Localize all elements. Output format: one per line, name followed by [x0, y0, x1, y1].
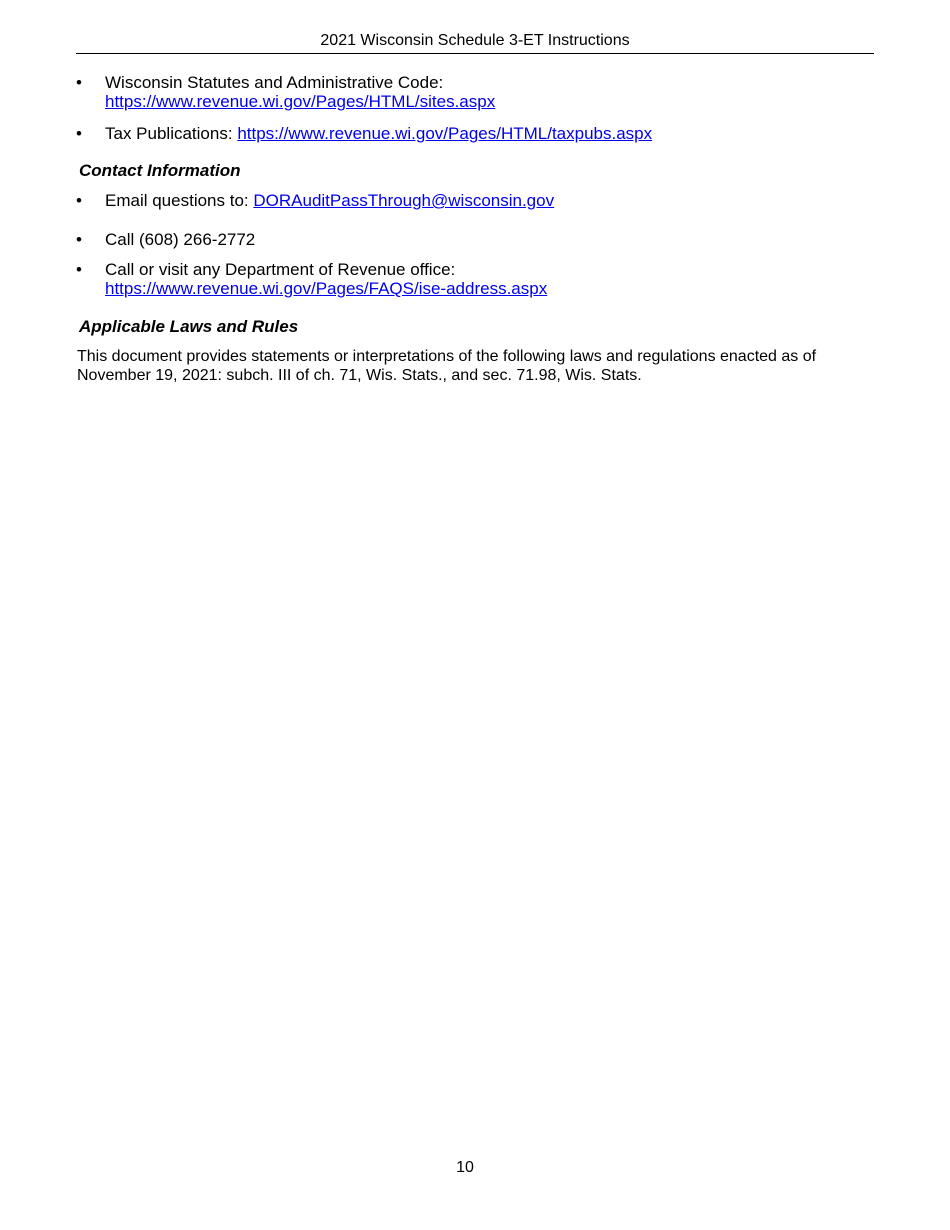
contact-information-heading: Contact Information: [79, 161, 241, 180]
bullet-icon: •: [76, 260, 82, 279]
applicable-laws-heading: Applicable Laws and Rules: [79, 317, 299, 336]
page-number: 10: [456, 1159, 474, 1176]
phone-label: Call (608) 266-2772: [105, 230, 256, 249]
statutes-link[interactable]: https://www.revenue.wi.gov/Pages/HTML/sites.aspx: [105, 92, 496, 111]
bullet-icon: •: [76, 124, 82, 143]
applicable-laws-text: This document provides statements or interpretations of the following laws and regulations enacted as of November 19, 2021: subch. III of ch. 71, Wis. Stats., and sec. 71.98, Wis. Stats.: [77, 348, 817, 384]
statutes-label: Wisconsin Statutes and Administrative Code:: [105, 73, 444, 92]
tax-publications-label: Tax Publications:: [105, 124, 233, 143]
email-label: Email questions to:: [105, 191, 249, 210]
bullet-icon: •: [76, 191, 82, 210]
bullet-icon: •: [76, 73, 82, 92]
tax-publications-link[interactable]: https://www.revenue.wi.gov/Pages/HTML/taxpubs.aspx: [237, 124, 653, 143]
email-link[interactable]: DORAuditPassThrough@wisconsin.gov: [253, 191, 555, 210]
bullet-icon: •: [76, 230, 82, 249]
office-label: Call or visit any Department of Revenue office:: [105, 260, 456, 279]
office-address-link[interactable]: https://www.revenue.wi.gov/Pages/FAQS/ise-address.aspx: [105, 279, 548, 298]
header-divider: [76, 53, 874, 54]
page-header-title: 2021 Wisconsin Schedule 3-ET Instructions: [320, 32, 630, 49]
